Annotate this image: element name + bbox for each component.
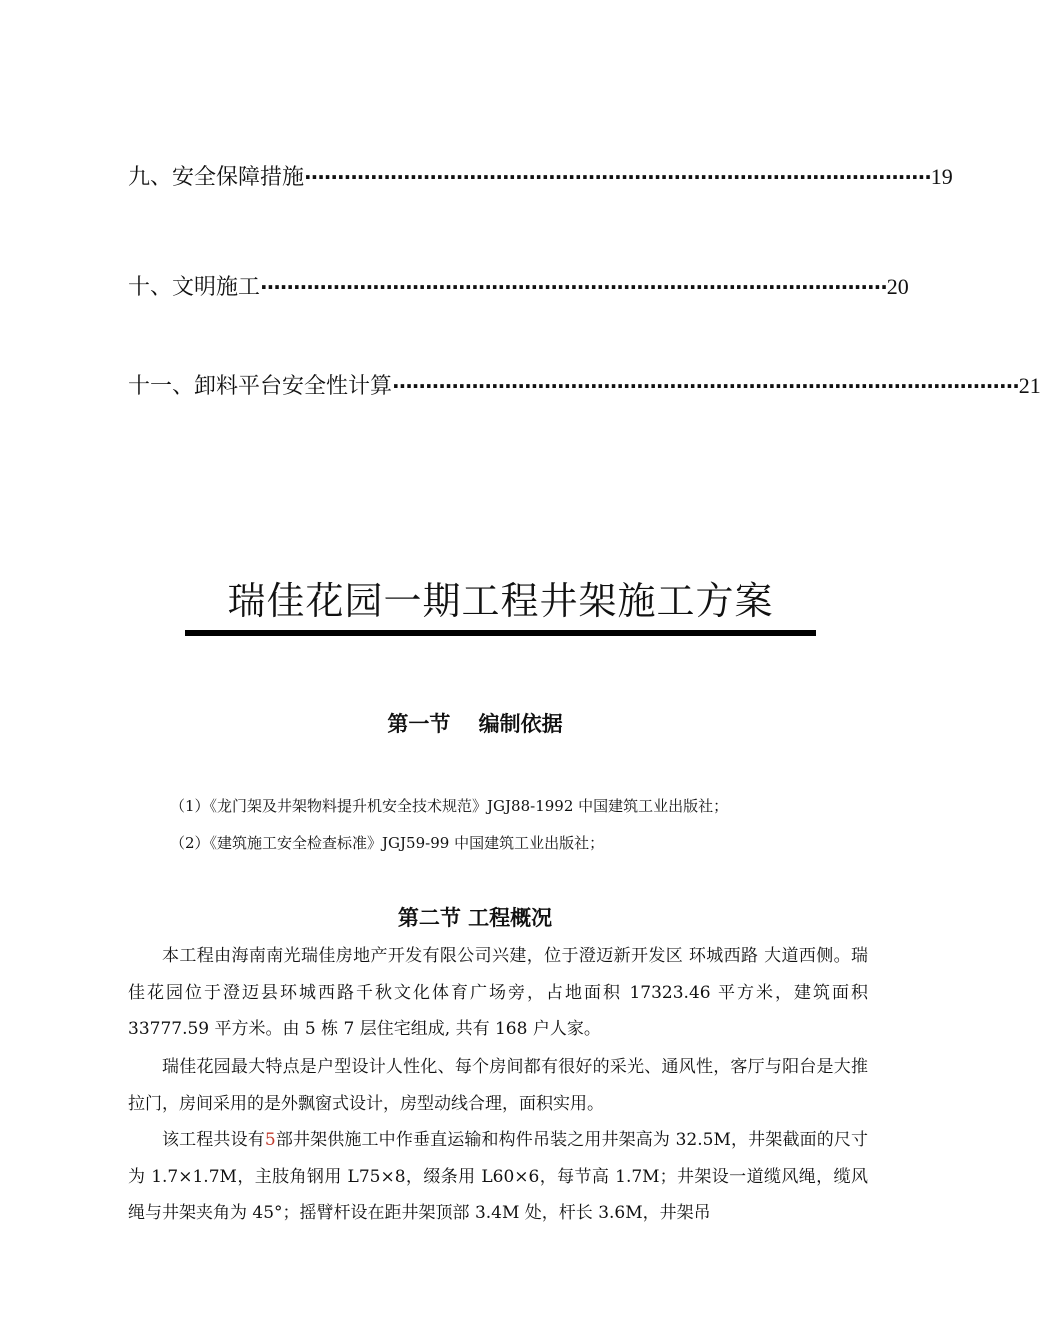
toc-page-number: 21 <box>1018 373 1041 398</box>
toc-page-number: 20 <box>886 274 909 299</box>
toc-entry-9 <box>128 160 953 191</box>
toc-entry-title: 十、文明施工 <box>128 275 261 300</box>
reference-item-2: （2）《建筑施工安全检查标准》JGJ59-99 中国建筑工业出版社； <box>170 834 605 852</box>
toc-leader-dots: ······························································································· <box>304 165 931 189</box>
toc-entry-title: 九、安全保障措施 <box>128 165 305 190</box>
paragraph-3-lead: 该工程共设有 <box>162 1130 265 1150</box>
toc-page-number: 19 <box>930 164 953 189</box>
title-underline-rule <box>185 630 816 636</box>
overview-paragraph-3 <box>128 1122 868 1232</box>
overview-paragraph-2: 瑞佳花园最大特点是户型设计人性化、每个房间都有很好的采光、通风性，客厅与阳台是大推拉门，房间采用的是外飘窗式设计，房型动线合理，面积实用。 <box>128 1057 868 1114</box>
section-2-heading: 第二节 工程概况 <box>397 906 553 930</box>
toc-entry-11 <box>128 369 1041 400</box>
paragraph-3-rest: 部井架供施工中作垂直运输和构件吊装之用井架高为 32.5M，井架截面的尺寸为 1.7×1.7M，主肢角钢用 L75×8，缀条用 L60×6，每节高 1.7M；井架设一道缆风绳，缆风绳与井架夹角为 45°；摇臂杆设在距井架顶部 3.4M 处，杆长 3.6M，井架吊 <box>128 1130 869 1223</box>
reference-item-1: （1）《龙门架及井架物料提升机安全技术规范》JGJ88-1992 中国建筑工业出版社； <box>170 797 729 815</box>
toc-entry-title: 十一、卸料平台安全性计算 <box>128 374 393 399</box>
toc-leader-dots: ······························································································· <box>392 374 1019 398</box>
toc-leader-dots: ······························································································· <box>260 275 887 299</box>
section-1-heading: 第一节 编制依据 <box>387 712 563 736</box>
toc-entry-10 <box>128 270 909 301</box>
overview-paragraph-1: 本工程由海南南光瑞佳房地产开发有限公司兴建，位于澄迈新开发区 环城西路 大道西侧。瑞佳花园位于澄迈县环城西路千秋文化体育广场旁，占地面积 17323.46 平方米，建筑面积 33777.59 平方米。由 5 栋 7 层住宅组成, 共有 168 户人家。 <box>128 946 868 1039</box>
document-title: 瑞佳花园一期工程井架施工方案 <box>227 579 774 623</box>
highlighted-number: 5 <box>264 1130 276 1150</box>
